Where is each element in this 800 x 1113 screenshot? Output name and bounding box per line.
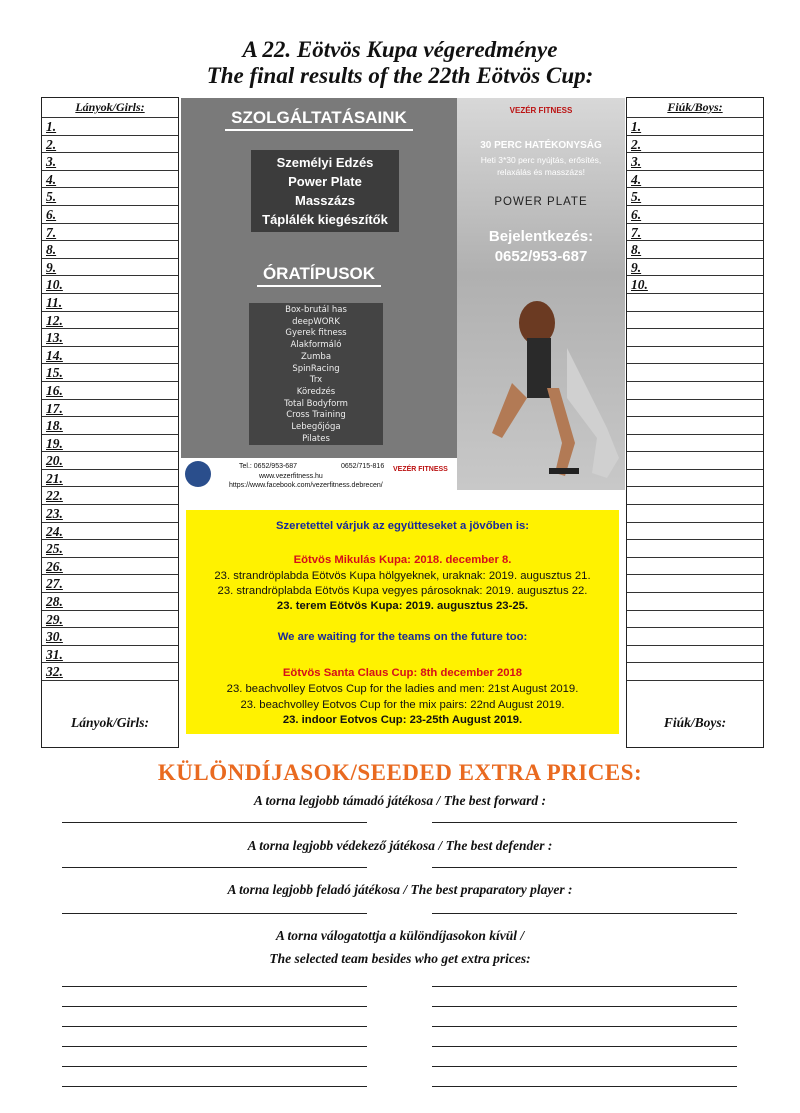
placement-row: 1. (42, 118, 178, 136)
class-type: Gyerek fitness (285, 328, 347, 339)
answer-line (432, 986, 737, 987)
placement-row: 6. (42, 206, 178, 224)
power-plate-logo: POWER PLATE (494, 196, 588, 208)
placement-row (627, 435, 763, 453)
placement-row: 25. (42, 540, 178, 558)
answer-line (62, 1066, 367, 1067)
placement-row: 15. (42, 364, 178, 382)
placement-row (627, 646, 763, 664)
title-english: The final results of the 22th Eötvös Cup: (206, 63, 594, 88)
answer-line (62, 986, 367, 987)
placement-row (627, 312, 763, 330)
answer-line (432, 1066, 737, 1067)
placement-row: 4. (627, 171, 763, 189)
website: www.vezerfitness.hu (259, 473, 323, 480)
promo-en-event-2: 23. beachvolley Eotvos Cup for the ladies and men: 21st August 2019. (226, 683, 579, 695)
placement-row (627, 347, 763, 365)
girls-footer: Lányok/Girls: (70, 715, 149, 730)
class-type: Alakformáló (290, 340, 342, 351)
placement-row: 23. (42, 505, 178, 523)
answer-line (62, 1046, 367, 1047)
promo-hu-event-3: 23. strandröplabda Eötvös Kupa vegyes párosoknak: 2019. augusztus 22. (217, 585, 588, 597)
placement-row: 28. (42, 593, 178, 611)
placement-row (627, 628, 763, 646)
class-type: Zumba (300, 351, 332, 362)
class-type: Box-brutál has (285, 305, 347, 315)
placement-row: 30. (42, 628, 178, 646)
placement-row: 1. (627, 118, 763, 136)
placement-row: 7. (627, 224, 763, 242)
service-item: Személyi Edzés (276, 155, 374, 170)
placement-row: 31. (42, 646, 178, 664)
placement-row (627, 575, 763, 593)
class-type: Lebegőjóga (291, 422, 341, 433)
selected-team-label-2: The selected team besides who get extra prices: (269, 951, 531, 966)
boys-header: Fiúk/Boys: (627, 98, 763, 118)
placement-row (627, 487, 763, 505)
placement-row (627, 364, 763, 382)
boys-results-table (626, 97, 764, 748)
placement-row: 24. (42, 523, 178, 541)
vezer-logo-small: VEZÉR FITNESS (393, 466, 448, 473)
class-type: Total Bodyform (284, 398, 348, 409)
extra-prizes-heading: KÜLÖNDÍJASOK/SEEDED EXTRA PRICES: (157, 760, 643, 785)
signup-label: Bejelentkezés: (488, 228, 594, 245)
placement-row: 2. (627, 136, 763, 154)
promo-hu-intro: Szeretettel várjuk az együtteseket a jövőben is: (275, 520, 530, 532)
placement-row: 17. (42, 400, 178, 418)
placement-row: 26. (42, 558, 178, 576)
answer-line (62, 1006, 367, 1007)
placement-row (627, 452, 763, 470)
promo-en-event-1: Eötvös Santa Claus Cup: 8th december 2018 (282, 667, 523, 679)
placement-row: 20. (42, 452, 178, 470)
promo-en-event-3: 23. beachvolley Eotvos Cup for the mix pairs: 22nd August 2019. (240, 699, 565, 711)
placement-row: 2. (42, 136, 178, 154)
phone-1: Tel.: 0652/953-687 (239, 463, 297, 470)
service-item: Power Plate (288, 174, 362, 189)
placement-row: 3. (627, 153, 763, 171)
placement-row (627, 558, 763, 576)
upcoming-events-box (186, 510, 619, 734)
answer-line (432, 1086, 737, 1087)
title-hungarian: A 22. Eötvös Kupa végeredménye (242, 37, 558, 62)
best-setter-label: A torna legjobb feladó játékosa / The best praparatory player : (227, 882, 573, 897)
class-types-list (249, 303, 383, 445)
placement-row (627, 470, 763, 488)
answer-line (62, 913, 367, 914)
placement-row: 21. (42, 470, 178, 488)
placement-row: 29. (42, 611, 178, 629)
class-type: SpinRacing (292, 363, 340, 374)
boys-footer: Fiúk/Boys: (663, 715, 727, 730)
placement-row: 22. (42, 487, 178, 505)
class-type: Pilates (302, 433, 330, 444)
desc-line-2: relaxálás és masszázs! (497, 167, 585, 177)
placement-row: 32. (42, 663, 178, 681)
answer-line (62, 867, 367, 868)
ad-contact-footer (181, 458, 457, 490)
placement-row: 4. (42, 171, 178, 189)
placement-row: 27. (42, 575, 178, 593)
answer-line (432, 913, 737, 914)
desc-line-1: Heti 3*30 perc nyújtás, erősítés, (480, 155, 602, 165)
placement-row: 18. (42, 417, 178, 435)
answer-line (432, 1046, 737, 1047)
placement-row: 5. (42, 188, 178, 206)
placement-row: 13. (42, 329, 178, 347)
placement-row: 10. (627, 276, 763, 294)
ad-power-plate-panel (457, 98, 625, 490)
services-list (251, 150, 399, 232)
placement-row (627, 663, 763, 681)
phone-2: 0652/715-816 (341, 463, 385, 470)
placement-row (627, 400, 763, 418)
slogan: 30 PERC HATÉKONYSÁG (480, 140, 602, 151)
placement-row (627, 505, 763, 523)
placement-row (627, 611, 763, 629)
promo-en-intro: We are waiting for the teams on the future too: (277, 631, 528, 643)
signup-phone: 0652/953-687 (494, 248, 588, 265)
answer-line (432, 867, 737, 868)
answer-line (432, 822, 737, 823)
class-type: Trx (309, 375, 323, 386)
vezer-logo: VEZÉR FITNESS (509, 106, 573, 115)
placement-row: 10. (42, 276, 178, 294)
facebook-link: https://www.facebook.com/vezerfitness.debrecen/ (229, 482, 383, 489)
placement-row: 16. (42, 382, 178, 400)
placement-row (627, 382, 763, 400)
placement-row: 8. (627, 241, 763, 259)
services-title: SZOLGÁLTATÁSAINK (181, 108, 457, 128)
placement-row (627, 540, 763, 558)
girls-results-table (41, 97, 179, 748)
placement-row: 19. (42, 435, 178, 453)
girls-rows (42, 118, 178, 681)
best-forward-label: A torna legjobb támadó játékosa / The best forward : (253, 793, 547, 808)
service-item: Táplálék kiegészítők (262, 212, 388, 227)
class-type: deepWORK (292, 316, 340, 327)
answer-line (432, 1006, 737, 1007)
service-item: Masszázs (295, 193, 355, 208)
girls-header: Lányok/Girls: (42, 98, 178, 118)
promo-hu-event-2: 23. strandröplabda Eötvös Kupa hölgyeknek, uraknak: 2019. augusztus 21. (214, 570, 591, 582)
selected-team-label-1: A torna válogatottja a különdíjasokon kívül / (275, 928, 525, 943)
class-type: Köredzés (296, 386, 336, 397)
fitness-logo (185, 461, 211, 487)
promo-hu-event-4: 23. terem Eötvös Kupa: 2019. augusztus 23-25. (276, 600, 529, 612)
placement-row: 6. (627, 206, 763, 224)
placement-row (627, 294, 763, 312)
placement-row: 5. (627, 188, 763, 206)
placement-row: 7. (42, 224, 178, 242)
fitness-advertisement (181, 98, 625, 490)
placement-row (627, 417, 763, 435)
promo-hu-event-1: Eötvös Mikulás Kupa: 2018. december 8. (293, 554, 512, 566)
placement-row: 9. (42, 259, 178, 277)
athlete-photo (457, 98, 625, 490)
placement-row: 9. (627, 259, 763, 277)
answer-line (62, 1026, 367, 1027)
placement-row: 14. (42, 347, 178, 365)
placement-row: 3. (42, 153, 178, 171)
boys-rows (627, 118, 763, 681)
placement-row (627, 329, 763, 347)
placement-row (627, 523, 763, 541)
promo-en-event-4: 23. indoor Eotvos Cup: 23-25th August 2019. (282, 714, 523, 726)
placement-row: 11. (42, 294, 178, 312)
ad-services-panel (181, 98, 457, 490)
placement-row: 8. (42, 241, 178, 259)
answer-line (62, 822, 367, 823)
placement-row (627, 593, 763, 611)
placement-row: 12. (42, 312, 178, 330)
best-defender-label: A torna legjobb védekező játékosa / The best defender : (247, 838, 553, 853)
answer-line (432, 1026, 737, 1027)
class-types-title: ÓRATÍPUSOK (181, 264, 457, 284)
answer-line (62, 1086, 367, 1087)
class-type: Cross Training (286, 410, 346, 421)
